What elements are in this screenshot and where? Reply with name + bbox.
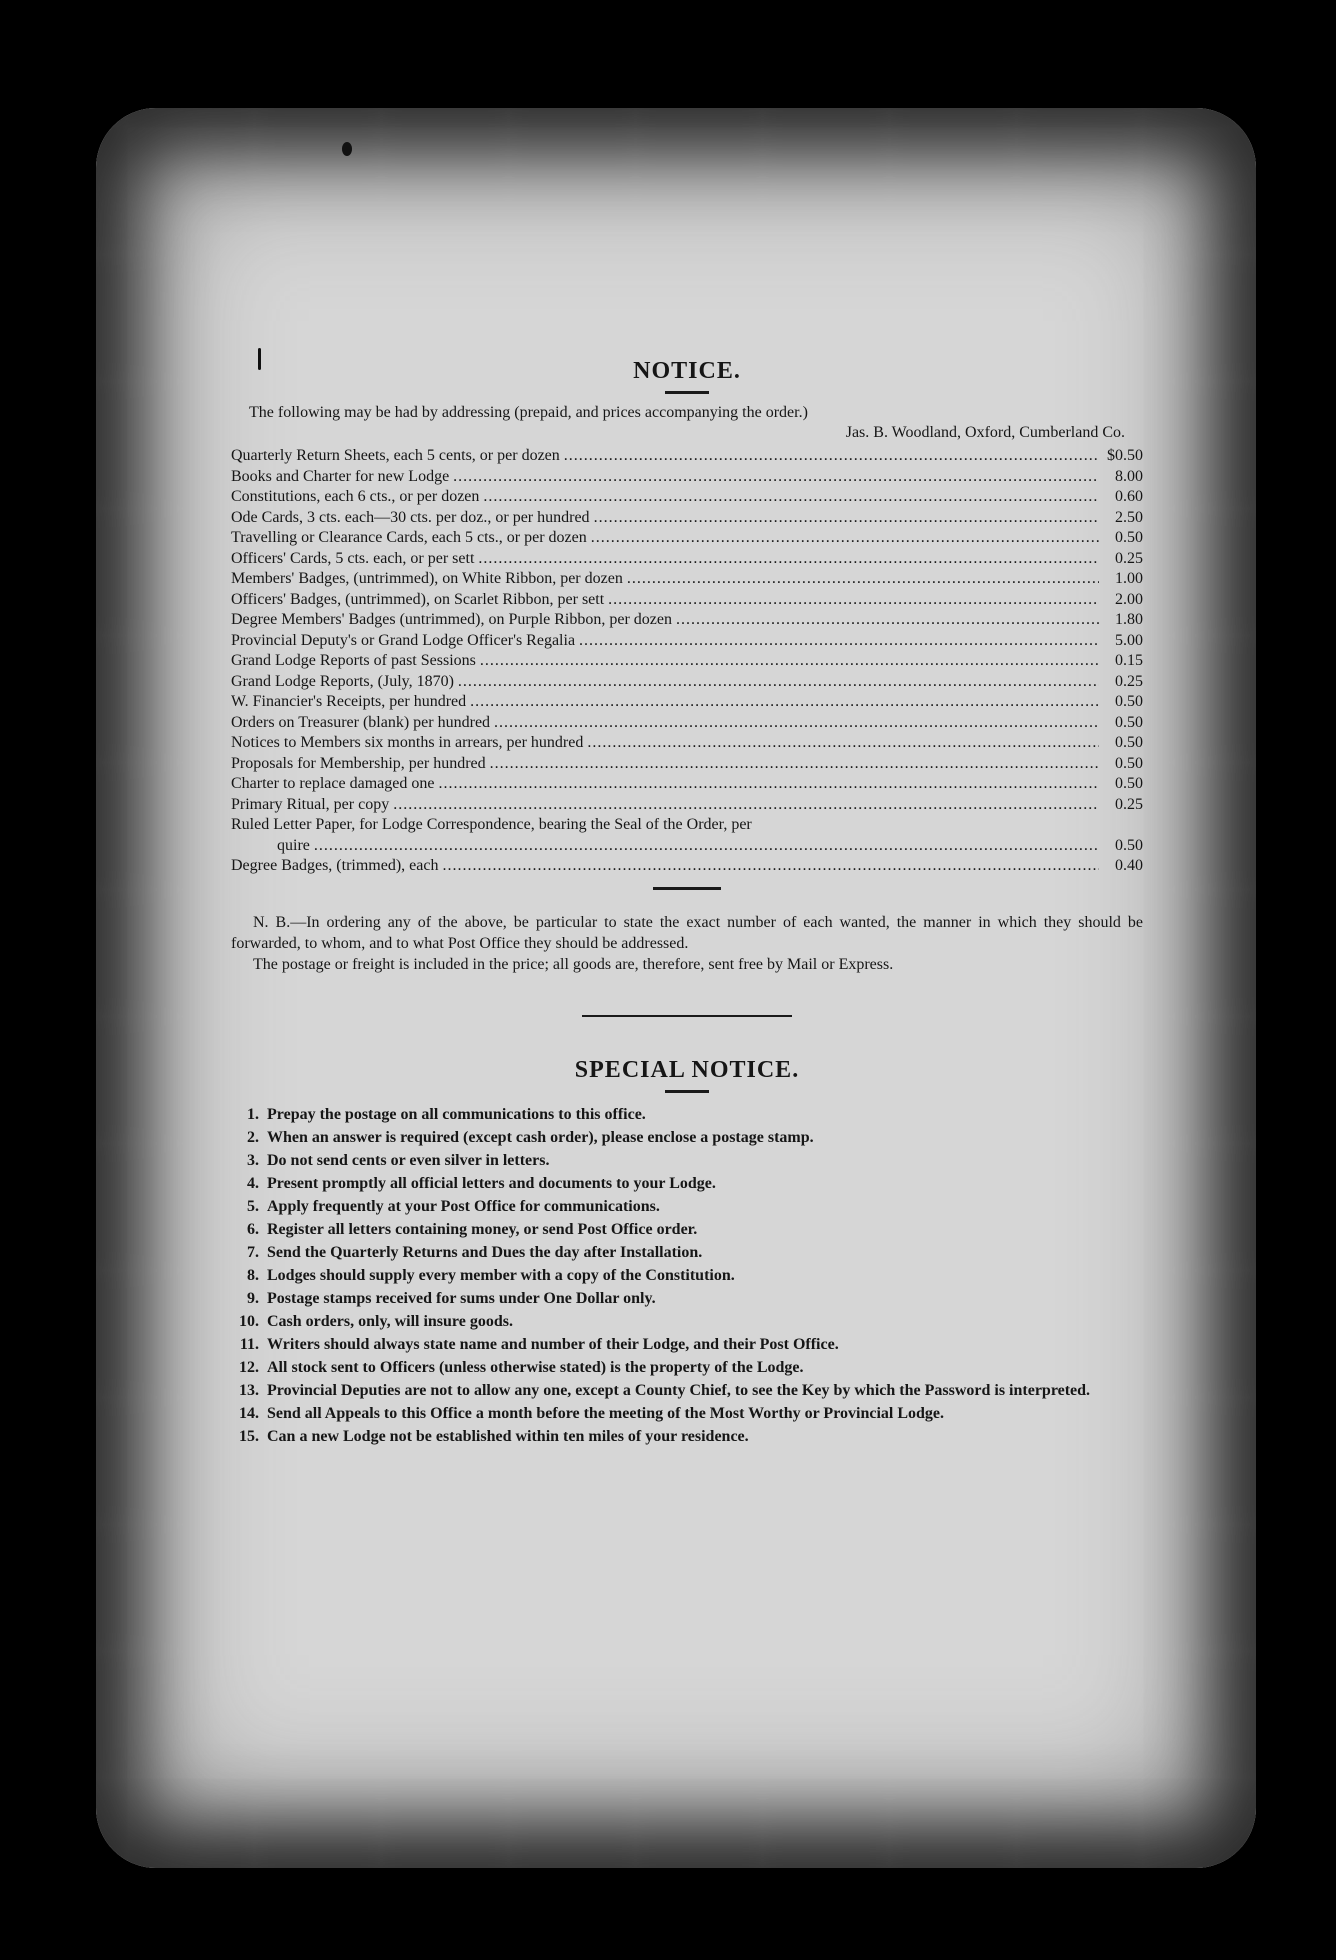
special-notice-number: 12. (239, 1358, 259, 1376)
special-title-rule (665, 1090, 709, 1093)
special-notice-text: All stock sent to Officers (unless otherwise stated) is the property of the Lodge. (267, 1358, 804, 1376)
notice-intro: The following may be had by addressing (prepaid, and prices accompanying the order.) (249, 404, 808, 421)
price-item-price: 0.25 (1115, 672, 1143, 690)
price-item (231, 836, 1143, 857)
special-notice-item (231, 1333, 1143, 1356)
leader-dots (478, 549, 1099, 570)
price-item-label: Ode Cards, 3 cts. each—30 cts. per doz., or per hundred (231, 508, 590, 526)
leader-dots (458, 672, 1099, 693)
document-content (231, 358, 1143, 1448)
price-item-label: Charter to replace damaged one (231, 775, 435, 792)
price-item (231, 590, 1143, 611)
special-notice-number: 10. (239, 1312, 259, 1330)
price-item-label: Provincial Deputy's or Grand Lodge Officer's Regalia (231, 631, 576, 649)
leader-dots (480, 651, 1099, 672)
price-item (231, 754, 1143, 775)
special-notice-text: Cash orders, only, will insure goods. (267, 1312, 513, 1330)
price-item (231, 467, 1143, 488)
special-notice-item (231, 1126, 1143, 1149)
special-notice-text: Register all letters containing money, or send Post Office order. (267, 1220, 698, 1238)
special-notice-item (231, 1264, 1143, 1287)
special-notice-item (231, 1241, 1143, 1264)
price-item (231, 692, 1143, 713)
price-item-price: 0.50 (1115, 529, 1143, 546)
price-item-label: W. Financier's Receipts, per hundred (231, 693, 467, 710)
price-item (231, 528, 1143, 549)
price-item-price: 0.50 (1115, 693, 1143, 710)
leader-dots (453, 467, 1099, 488)
special-notice-item (231, 1172, 1143, 1195)
price-item-price: 0.15 (1115, 652, 1143, 669)
price-item-label: Orders on Treasurer (blank) per hundred (231, 713, 491, 731)
special-notice-number: 6. (247, 1220, 259, 1238)
special-notice-number: 1. (247, 1105, 259, 1123)
leader-dots (579, 631, 1099, 652)
special-notice-number: 11. (239, 1335, 259, 1353)
price-item-price: 1.80 (1115, 611, 1143, 628)
special-notice-number: 13. (239, 1381, 259, 1399)
leader-dots (314, 836, 1099, 857)
price-item (231, 651, 1143, 672)
special-notice-item (231, 1356, 1143, 1379)
special-notice-text: Do not send cents or even silver in letters. (267, 1151, 550, 1169)
price-item (231, 672, 1143, 693)
price-item-price: 0.50 (1115, 734, 1143, 751)
special-notice-number: 5. (247, 1197, 259, 1215)
price-item-label: Travelling or Clearance Cards, each 5 cts., or per dozen (231, 529, 587, 546)
price-item (231, 795, 1143, 816)
price-item-label: Primary Ritual, per copy (231, 795, 390, 813)
special-notice-text: Writers should always state name and number of their Lodge, and their Post Office. (267, 1335, 839, 1353)
price-item-price: 0.60 (1115, 488, 1143, 505)
leader-dots (594, 508, 1099, 529)
special-notice-item (231, 1425, 1143, 1448)
price-item-label: Members' Badges, (untrimmed), on White Ribbon, per dozen (231, 570, 623, 587)
special-notice-text: Postage stamps received for sums under One Dollar only. (267, 1289, 656, 1307)
price-item (231, 508, 1143, 529)
price-item (231, 733, 1143, 754)
price-item-price: 5.00 (1115, 631, 1143, 649)
price-list (231, 446, 1143, 815)
special-notice-title: SPECIAL NOTICE. (574, 1056, 800, 1083)
ink-speck (342, 142, 352, 156)
price-item (231, 446, 1143, 467)
special-notice-text: Can a new Lodge not be established within ten miles of your residence. (267, 1427, 749, 1445)
divider-rule (582, 1015, 792, 1017)
leader-dots (608, 590, 1099, 611)
price-item-price: $0.50 (1107, 447, 1143, 464)
leader-dots (442, 856, 1099, 877)
price-item (231, 569, 1143, 590)
price-item (231, 610, 1143, 631)
leader-dots (470, 692, 1099, 713)
leader-dots (587, 733, 1099, 754)
price-item-price: 1.00 (1115, 570, 1143, 587)
leader-dots (438, 774, 1099, 795)
price-item-label: Notices to Members six months in arrears, per hundred (231, 734, 584, 751)
price-item-label: Constitutions, each 6 cts., or per dozen (231, 488, 480, 505)
price-item-label: Books and Charter for new Lodge (231, 467, 450, 485)
price-item (231, 774, 1143, 795)
price-item (231, 815, 1143, 836)
leader-dots (490, 754, 1099, 775)
special-notice-text: Send the Quarterly Returns and Dues the day after Installation. (267, 1243, 703, 1261)
special-notice-text: Provincial Deputies are not to allow any one, except a County Chief, to see the Key by which the Password is interpreted. (267, 1381, 1091, 1399)
price-item-price: 0.25 (1115, 795, 1143, 813)
special-notice-number: 2. (247, 1128, 259, 1146)
special-notice-text: Apply frequently at your Post Office for communications. (267, 1197, 660, 1215)
special-notice-list (231, 1103, 1143, 1448)
price-item-label: Degree Members' Badges (untrimmed), on Purple Ribbon, per dozen (231, 611, 672, 628)
price-item (231, 487, 1143, 508)
special-notice-item (231, 1310, 1143, 1333)
special-notice-text: Prepay the postage on all communications to this office. (267, 1105, 646, 1123)
special-notice-item (231, 1287, 1143, 1310)
special-notice-item (231, 1379, 1143, 1402)
special-notice-number: 9. (247, 1289, 259, 1307)
leader-dots (483, 487, 1099, 508)
section-rule (653, 887, 721, 890)
special-notice-text: Send all Appeals to this Office a month before the meeting of the Most Worthy or Provincial Lodge. (267, 1404, 945, 1422)
price-item-price: 0.50 (1115, 836, 1143, 854)
notice-title: NOTICE. (633, 358, 741, 384)
price-item-price: 0.40 (1115, 857, 1143, 874)
price-item-label: quire (277, 836, 310, 854)
price-item (231, 856, 1143, 877)
special-notice-number: 4. (247, 1174, 259, 1192)
price-item-label: Proposals for Membership, per hundred (231, 754, 486, 772)
price-item-label: Ruled Letter Paper, for Lodge Correspondence, bearing the Seal of the Order, per (231, 816, 752, 833)
postage-paragraph: The postage or freight is included in the price; all goods are, therefore, sent free by Mail or Express. (253, 955, 894, 973)
special-notice-item (231, 1218, 1143, 1241)
leader-dots (676, 610, 1099, 631)
price-item-label: Degree Badges, (trimmed), each (231, 857, 439, 874)
special-notice-item (231, 1103, 1143, 1126)
price-item-label: Officers' Cards, 5 cts. each, or per sett (231, 549, 475, 567)
special-notice-item (231, 1149, 1143, 1172)
price-item (231, 713, 1143, 734)
document-page (96, 108, 1256, 1868)
special-notice-number: 14. (239, 1404, 259, 1422)
special-notice-text: Lodges should supply every member with a copy of the Constitution. (267, 1266, 735, 1284)
nb-paragraph: N. B.—In ordering any of the above, be particular to state the exact number of each wanted, the manner in which they should be forwarded, to whom, and to what Post Office they should be addressed. (231, 913, 1143, 952)
price-item-price: 0.50 (1115, 754, 1143, 772)
price-item-price: 2.50 (1115, 508, 1143, 526)
price-item-label: Grand Lodge Reports, (July, 1870) (231, 672, 454, 690)
special-notice-item (231, 1402, 1143, 1425)
leader-dots (627, 569, 1099, 590)
special-notice-text: When an answer is required (except cash order), please enclose a postage stamp. (267, 1128, 814, 1146)
price-item-price: 0.50 (1115, 713, 1143, 731)
special-notice-number: 15. (239, 1427, 259, 1445)
price-item (231, 549, 1143, 570)
price-item-price: 0.25 (1115, 549, 1143, 567)
leader-dots (393, 795, 1099, 816)
price-item-label: Quarterly Return Sheets, each 5 cents, or per dozen (231, 447, 560, 464)
special-notice-number: 8. (247, 1266, 259, 1284)
price-item-price: 2.00 (1115, 590, 1143, 608)
price-item-label: Officers' Badges, (untrimmed), on Scarlet Ribbon, per sett (231, 590, 605, 608)
notice-signature: Jas. B. Woodland, Oxford, Cumberland Co. (845, 424, 1125, 441)
price-item-label: Grand Lodge Reports of past Sessions (231, 652, 476, 669)
price-item-price: 0.50 (1115, 775, 1143, 792)
special-notice-number: 7. (247, 1243, 259, 1261)
price-item (231, 631, 1143, 652)
leader-dots (494, 713, 1099, 734)
special-notice-item (231, 1195, 1143, 1218)
price-item-price: 8.00 (1115, 467, 1143, 485)
title-rule (665, 391, 709, 394)
special-notice-number: 3. (247, 1151, 259, 1169)
special-notice-text: Present promptly all official letters and documents to your Lodge. (267, 1174, 716, 1192)
leader-dots (591, 528, 1099, 549)
leader-dots (564, 446, 1099, 467)
